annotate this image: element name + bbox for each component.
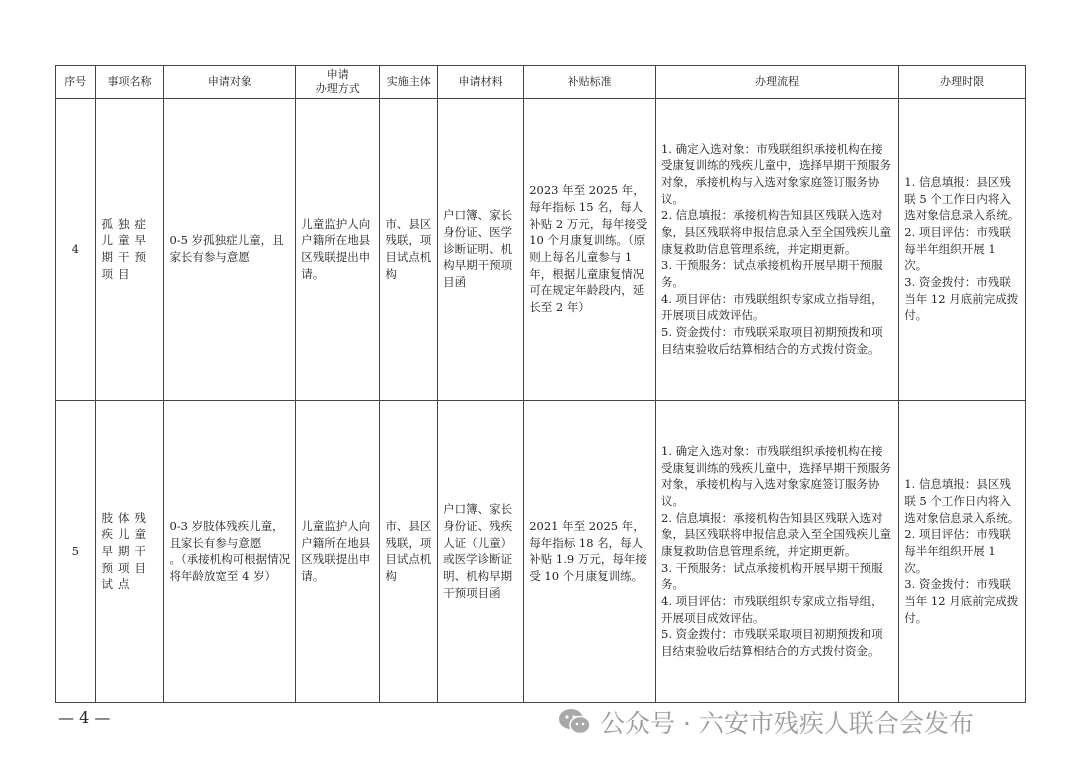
row-materials: 户口簿、家长身份证、医学诊断证明、机构早期干预项目函 bbox=[438, 98, 524, 400]
row-subject: 市、县区残联，项目试点机构 bbox=[380, 400, 438, 702]
row-target: 0-5 岁孤独症儿童，且家长有参与意愿 bbox=[164, 98, 296, 400]
row-item-name: 孤独症儿童早期干预项目 bbox=[95, 98, 164, 400]
wechat-icon bbox=[558, 707, 592, 737]
header-subject: 实施主体 bbox=[380, 66, 438, 99]
row-item-name: 肢体残疾儿童早期干预项目试点 bbox=[95, 400, 164, 702]
header-name: 事项名称 bbox=[95, 66, 164, 99]
header-materials: 申请材料 bbox=[438, 66, 524, 99]
policy-table bbox=[55, 65, 1026, 703]
row-subject: 市、县区残联，项目试点机构 bbox=[380, 98, 438, 400]
header-limit: 办理时限 bbox=[899, 66, 1026, 99]
page-number: — 4 — bbox=[58, 708, 111, 727]
header-row bbox=[56, 66, 1026, 99]
row-no: 4 bbox=[56, 98, 96, 400]
row-process: 1. 确定入选对象：市残联组织承接机构在接受康复训练的残疾儿童中，选择早期干预服务对象，承接机构与入选对象家庭签订服务协议。 2. 信息填报：承接机构告知县区残联入选对象，县区残联将申报信息录入至全国残疾儿童康复救助信息管理系统，并定期更新。 3. 干预服务：试点承接机构开展早期干预服务。 4. 项目评估：市残联组织专家成立指导组，开展项目成效评估。 5. 资金拨付：市残联采取项目初期预拨和项目结束验收后结算相结合的方式拨付资金。 bbox=[656, 400, 899, 702]
header-no: 序号 bbox=[56, 66, 96, 99]
header-target: 申请对象 bbox=[164, 66, 296, 99]
row-target: 0-3 岁肢体残疾儿童，且家长有参与意愿 。（承接机构可根据情况将年龄放宽至 4 岁） bbox=[164, 400, 296, 702]
row-method: 儿童监护人向户籍所在地县区残联提出申请。 bbox=[296, 400, 380, 702]
row-materials: 户口簿、家长身份证、残疾人证（儿童）或医学诊断证明、机构早期干预项目函 bbox=[438, 400, 524, 702]
row-limit: 1. 信息填报：县区残联 5 个工作日内将入选对象信息录入系统。 2. 项目评估：市残联每半年组织开展 1 次。 3. 资金拨付：市残联当年 12 月底前完成拨付。 bbox=[899, 400, 1026, 702]
row-no: 5 bbox=[56, 400, 96, 702]
header-process: 办理流程 bbox=[656, 66, 899, 99]
watermark-text: 公众号 · 六安市残疾人联合会发布 bbox=[600, 709, 974, 738]
header-method: 申请 办理方式 bbox=[296, 66, 380, 99]
header-standard: 补贴标准 bbox=[524, 66, 656, 99]
row-standard: 2021 年至 2025 年，每年指标 18 名，每人补贴 1.9 万元，每年接受 10 个月康复训练。 bbox=[524, 400, 656, 702]
table-row bbox=[56, 98, 1026, 400]
row-process: 1. 确定入选对象：市残联组织承接机构在接受康复训练的残疾儿童中，选择早期干预服务对象，承接机构与入选对象家庭签订服务协议。 2. 信息填报：承接机构告知县区残联入选对象，县区残联将申报信息录入至全国残疾儿童康复救助信息管理系统，并定期更新。 3. 干预服务：试点承接机构开展早期干预服务。 4. 项目评估：市残联组织专家成立指导组，开展项目成效评估。 5. 资金拨付：市残联采取项目初期预拨和项目结束验收后结算相结合的方式拨付资金。 bbox=[656, 98, 899, 400]
row-limit: 1. 信息填报：县区残联 5 个工作日内将入选对象信息录入系统。 2. 项目评估：市残联每半年组织开展 1 次。 3. 资金拨付：市残联当年 12 月底前完成拨付。 bbox=[899, 98, 1026, 400]
row-standard: 2023 年至 2025 年，每年指标 15 名，每人补贴 2 万元，每年接受 10 个月康复训练。（原则上每名儿童参与 1 年，根据儿童康复情况可在规定年龄段内，延长至 2 年） bbox=[524, 98, 656, 400]
row-method: 儿童监护人向户籍所在地县区残联提出申请。 bbox=[296, 98, 380, 400]
watermark bbox=[558, 704, 974, 740]
table-row bbox=[56, 400, 1026, 702]
